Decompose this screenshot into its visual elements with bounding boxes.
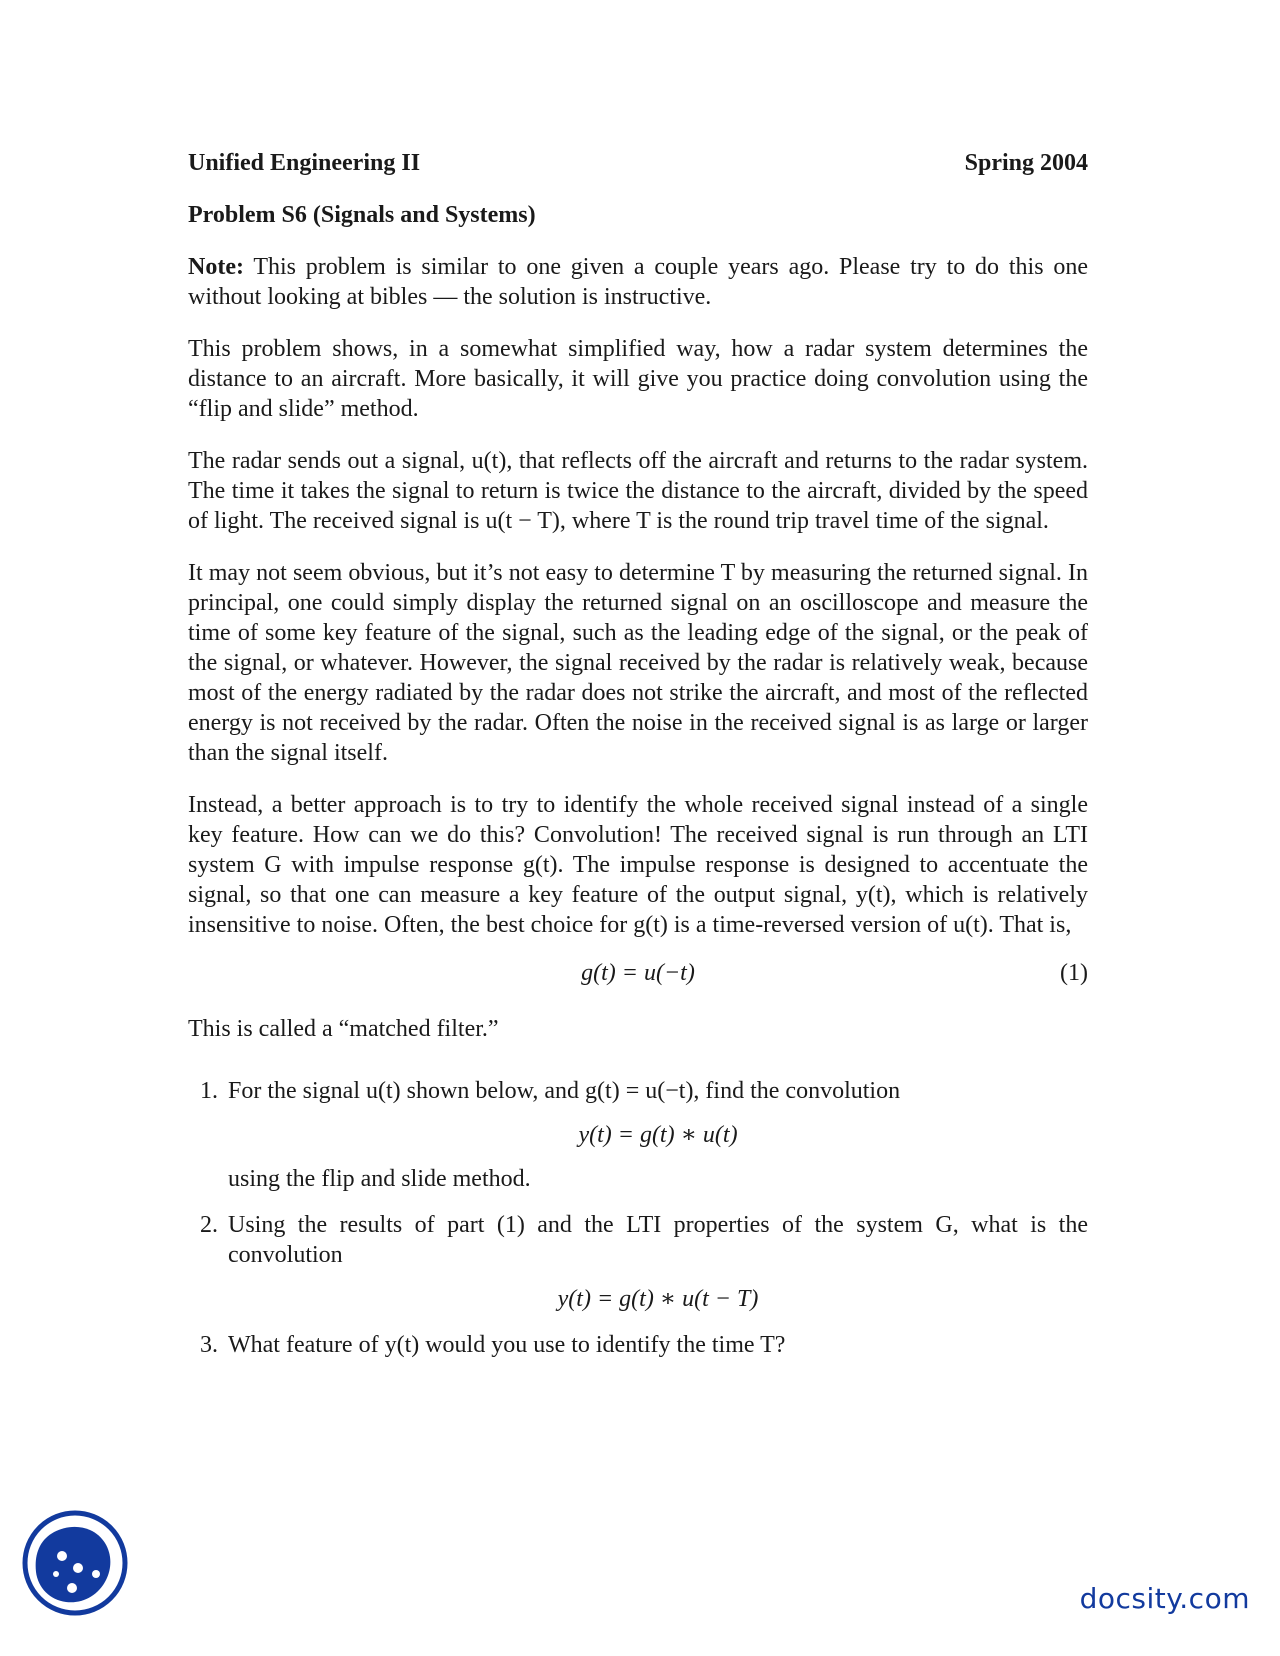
question-1-equation: y(t) = g(t) ∗ u(t) <box>578 1122 738 1148</box>
question-2-equation: y(t) = g(t) ∗ u(t − T) <box>557 1286 759 1312</box>
paragraph-intro: This problem shows, in a somewhat simplified way, how a radar system determines the distance to an aircraft. More basically, it will give you practice doing convolution using the “flip and slide” method. <box>188 336 1088 422</box>
paragraph-noise: It may not seem obvious, but it’s not easy to determine T by measuring the returned signal. In principal, one could simply display the returned signal on an oscilloscope and measure the time of some key feature of the signal, such as the leading edge of the signal, or the peak of the signal, or whatever. However, the signal received by the radar is relatively weak, because most of the energy radiated by the radar does not strike the aircraft, and most of the reflected energy is not received by the radar. Often the noise in the received signal is as large or larger than the signal itself. <box>188 560 1088 766</box>
course-title: Unified Engineering II <box>188 150 421 176</box>
document-header <box>188 148 1088 178</box>
equation-1-text: g(t) = u(−t) <box>581 960 695 986</box>
equation-1-number: (1) <box>1060 960 1088 986</box>
question-2-text: Using the results of part (1) and the LTI properties of the system G, what is the convolution <box>228 1212 1088 1268</box>
question-1-followup: using the flip and slide method. <box>228 1166 531 1192</box>
docsity-brand-link[interactable]: docsity.com <box>1079 1582 1250 1615</box>
paragraph-radar-signal: The radar sends out a signal, u(t), that reflects off the aircraft and returns to the radar system. The time it takes the signal to return is twice the distance to the aircraft, divided by the speed of light. The received signal is u(t − T), where T is the round trip travel time of the signal. <box>188 448 1088 534</box>
question-3 <box>224 1330 1088 1360</box>
paragraph-matched-approach: Instead, a better approach is to try to identify the whole received signal instead of a single key feature. How can we do this? Convolution! The received signal is run through an LTI system G with impulse response g(t). The impulse response is designed to accentuate the signal, so that one can measure a key feature of the output signal, y(t), which is relatively insensitive to noise. Often, the best choice for g(t) is a time-reversed version of u(t). That is, <box>188 792 1088 938</box>
question-2 <box>224 1210 1088 1314</box>
question-1 <box>224 1076 1088 1194</box>
paragraph-matched-filter: This is called a “matched filter.” <box>188 1016 499 1042</box>
note-text: This problem is similar to one given a couple years ago. Please try to do this one without looking at bibles — the solution is instructive. <box>188 254 1088 310</box>
question-1-text: For the signal u(t) shown below, and g(t) = u(−t), find the convolution <box>228 1078 901 1104</box>
equation-1 <box>188 958 1088 992</box>
note-paragraph <box>188 252 1088 312</box>
docsity-logo-icon[interactable] <box>20 1508 130 1618</box>
note-lead: Note: <box>188 254 244 280</box>
term-label: Spring 2004 <box>964 150 1088 176</box>
document-page <box>188 148 1088 1376</box>
question-list <box>188 1076 1088 1360</box>
question-3-text: What feature of y(t) would you use to identify the time T? <box>228 1332 786 1358</box>
problem-title: Problem S6 (Signals and Systems) <box>188 202 536 228</box>
